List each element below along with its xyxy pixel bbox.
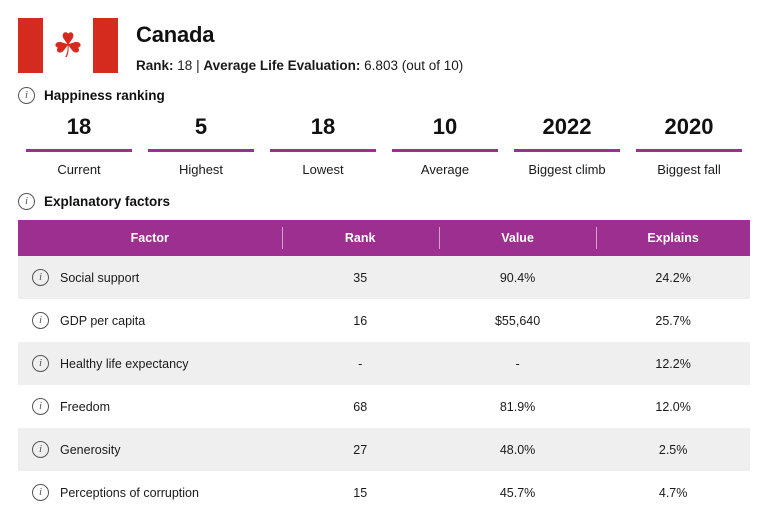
stat-average [384, 114, 506, 177]
factor-cell [18, 342, 282, 385]
table-row [18, 256, 750, 299]
value-cell: 90.4% [439, 256, 596, 299]
info-icon[interactable]: i [18, 193, 35, 210]
stat-value: 2020 [664, 114, 714, 139]
factor-cell [18, 299, 282, 342]
stat-label: Current [57, 162, 101, 177]
info-icon[interactable]: i [32, 484, 49, 501]
explains-cell: 2.5% [596, 428, 750, 471]
stat-lowest [262, 114, 384, 177]
stat-label: Biggest fall [657, 162, 721, 177]
stat-value: 2022 [542, 114, 592, 139]
value-cell: 81.9% [439, 385, 596, 428]
column-header-value[interactable] [439, 220, 596, 256]
evaluation-value: 6.803 (out of 10) [364, 58, 464, 73]
rank-cell: 15 [282, 471, 439, 514]
column-header-rank[interactable] [282, 220, 439, 256]
header-divider [596, 227, 597, 249]
info-icon[interactable]: i [32, 355, 49, 372]
stat-label: Highest [178, 162, 224, 177]
stat-biggest-fall [628, 114, 750, 177]
stat-value: 5 [194, 114, 208, 139]
maple-leaf-icon: ☘ [52, 26, 84, 65]
stat-label: Biggest climb [528, 162, 606, 177]
value-cell: 48.0% [439, 428, 596, 471]
factor-label: GDP per capita [60, 313, 146, 328]
info-icon[interactable]: i [32, 312, 49, 329]
stat-biggest-climb [506, 114, 628, 177]
factor-label: Healthy life expectancy [60, 356, 189, 371]
table-header-row [18, 220, 750, 256]
explanatory-factors-heading [18, 193, 750, 210]
evaluation-label: Average Life Evaluation: [203, 58, 361, 73]
info-icon[interactable]: i [32, 398, 49, 415]
table-row [18, 385, 750, 428]
factor-label: Freedom [60, 399, 111, 414]
stat-value: 18 [66, 114, 92, 139]
factor-cell [18, 256, 282, 299]
page-title: Canada [136, 22, 215, 47]
stat-value: 18 [310, 114, 336, 139]
explanatory-factors-title: Explanatory factors [44, 194, 171, 209]
column-header-explains-label: Explains [647, 231, 699, 245]
value-cell: 45.7% [439, 471, 596, 514]
explains-cell: 4.7% [596, 471, 750, 514]
header-divider [282, 227, 283, 249]
info-icon[interactable]: i [32, 269, 49, 286]
value-cell: - [439, 342, 596, 385]
header-text [136, 18, 463, 73]
column-header-rank-label: Rank [344, 231, 376, 245]
explains-cell: 12.2% [596, 342, 750, 385]
explains-cell: 12.0% [596, 385, 750, 428]
stat-current [18, 114, 140, 177]
factor-label: Generosity [60, 442, 121, 457]
stat-value: 10 [432, 114, 458, 139]
flag-left-bar [18, 18, 43, 73]
happiness-ranking-heading [18, 87, 750, 104]
summary-separator: | [196, 58, 200, 73]
rank-cell: 68 [282, 385, 439, 428]
explains-cell: 25.7% [596, 299, 750, 342]
country-summary [136, 58, 463, 73]
happiness-stats [18, 114, 750, 177]
explanatory-factors-table [18, 220, 750, 514]
stat-label: Lowest [302, 162, 344, 177]
rank-cell: 16 [282, 299, 439, 342]
factor-cell [18, 385, 282, 428]
column-header-explains[interactable] [596, 220, 750, 256]
rank-value: 18 [177, 58, 193, 73]
canada-flag-icon [18, 18, 118, 73]
factor-label: Perceptions of corruption [60, 485, 199, 500]
happiness-ranking-title: Happiness ranking [44, 88, 165, 103]
stat-highest [140, 114, 262, 177]
explains-cell: 24.2% [596, 256, 750, 299]
factor-cell [18, 428, 282, 471]
column-header-factor[interactable]: Factor [18, 220, 282, 256]
value-cell: $55,640 [439, 299, 596, 342]
table-row [18, 299, 750, 342]
rank-cell: 27 [282, 428, 439, 471]
rank-label: Rank: [136, 58, 174, 73]
factor-label: Social support [60, 270, 140, 285]
table-row [18, 471, 750, 514]
flag-right-bar [93, 18, 118, 73]
column-header-value-label: Value [501, 231, 534, 245]
rank-cell: - [282, 342, 439, 385]
factor-cell [18, 471, 282, 514]
table-row [18, 342, 750, 385]
header-divider [439, 227, 440, 249]
table-row [18, 428, 750, 471]
info-icon[interactable]: i [32, 441, 49, 458]
header [18, 18, 750, 73]
info-icon[interactable]: i [18, 87, 35, 104]
rank-cell: 35 [282, 256, 439, 299]
stat-label: Average [420, 162, 470, 177]
